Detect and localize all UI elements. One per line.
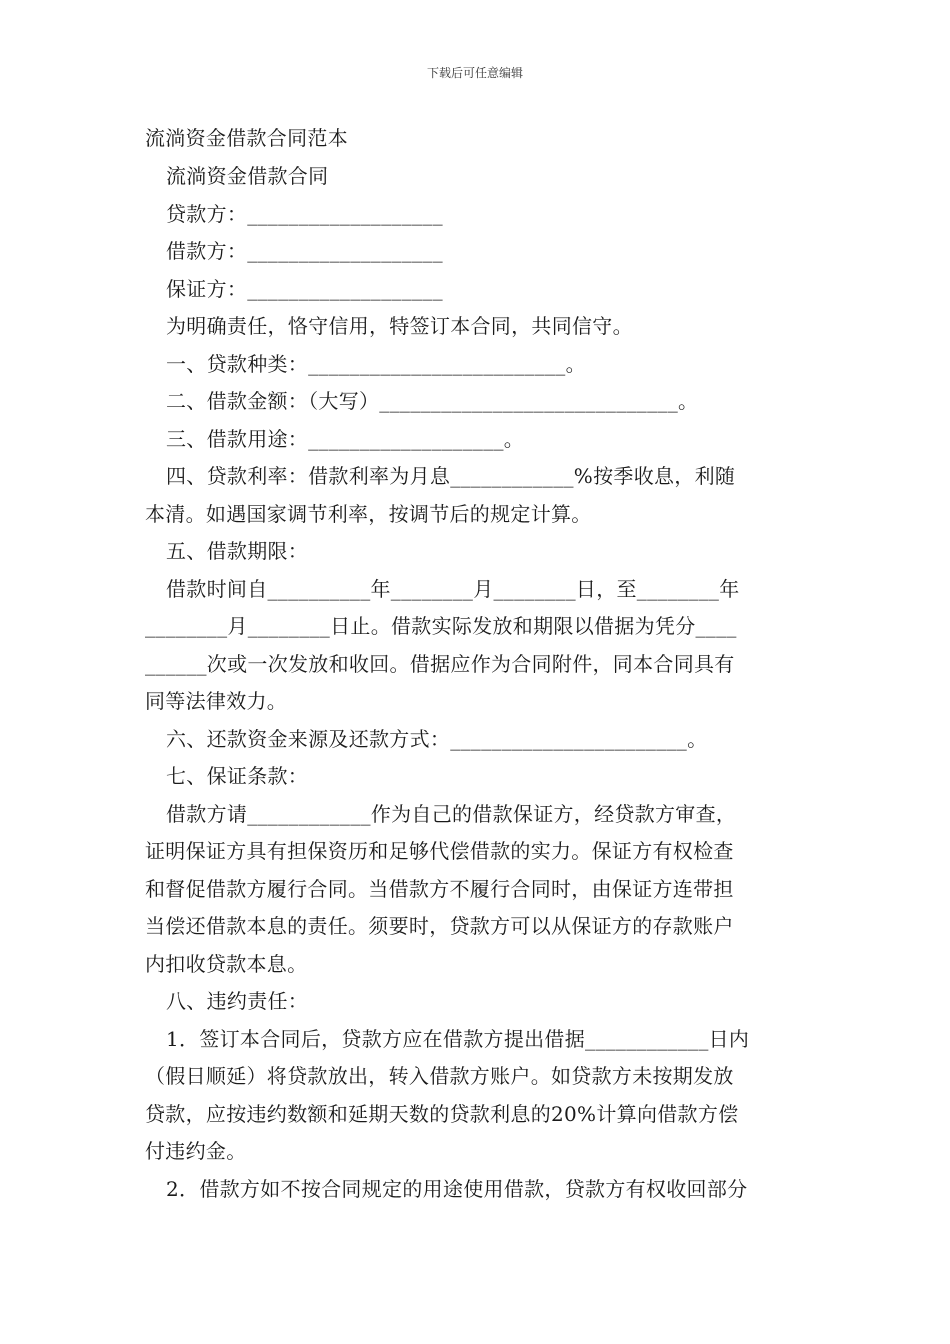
paragraph-line: 借款方：___________________: [166, 239, 443, 263]
paragraph-line: 六、还款资金来源及还款方式：_______________________。: [166, 726, 708, 751]
paragraph-line: 八、违约责任：: [166, 989, 309, 1013]
paragraph-line: 四、贷款利率：借款利率为月息____________%按季收息，利随: [166, 464, 736, 488]
paragraph-line: 为明确责任，恪守信用，特签订本合同，共同信守。: [166, 314, 633, 338]
paragraph-line: 保证方：___________________: [166, 276, 443, 301]
document-body: [145, 118, 805, 1208]
paragraph-line: 流淌资金借款合同: [166, 164, 329, 188]
paragraph-line: ________月________日止。借款实际发放和期限以借据为凭分____: [145, 614, 737, 638]
document-title: 流淌资金借款合同范本: [145, 126, 348, 150]
paragraph-line: 同等法律效力。: [145, 689, 288, 713]
paragraph-line: 本清。如遇国家调节利率，按调节后的规定计算。: [145, 501, 592, 526]
page-header: 下载后可任意编辑: [426, 66, 523, 80]
paragraph-line: 付违约金。: [145, 1139, 247, 1163]
paragraph-line: 和督促借款方履行合同。当借款方不履行合同时，由保证方连带担: [145, 876, 734, 901]
paragraph-line: 五、借款期限：: [166, 539, 309, 563]
document-lines: [145, 158, 805, 1208]
paragraph-line: 借款方请____________作为自己的借款保证方，经贷款方审查，: [166, 801, 737, 826]
paragraph-line: 贷款方：___________________: [166, 201, 443, 226]
paragraph-line: 七、保证条款：: [166, 764, 309, 788]
paragraph-line: 证明保证方具有担保资历和足够代偿借款的实力。保证方有权检查: [145, 839, 734, 863]
paragraph-line: 1．签订本合同后，贷款方应在借款方提出借据____________日内: [166, 1026, 750, 1051]
paragraph-line: 当偿还借款本息的责任。须要时，贷款方可以从保证方的存款账户: [145, 914, 734, 938]
paragraph-line: 贷款，应按违约数额和延期天数的贷款利息的20%计算向借款方偿: [145, 1101, 739, 1126]
paragraph-line: ______次或一次发放和收回。借据应作为合同附件，同本合同具有: [145, 651, 735, 676]
paragraph-line: 内扣收贷款本息。: [145, 951, 308, 976]
paragraph-line: 二、借款金额：（大写）_____________________________。: [166, 389, 699, 413]
paragraph-line: 借款时间自__________年________月________日，至________年: [166, 576, 740, 601]
paragraph-line: （假日顺延）将贷款放出，转入借款方账户。如贷款方未按期发放: [145, 1064, 734, 1088]
paragraph-line: 2．借款方如不按合同规定的用途使用借款，贷款方有权收回部分: [166, 1176, 748, 1201]
paragraph-line: 三、借款用途：___________________。: [166, 426, 525, 451]
paragraph-line: 一、贷款种类：_________________________。: [166, 351, 586, 376]
